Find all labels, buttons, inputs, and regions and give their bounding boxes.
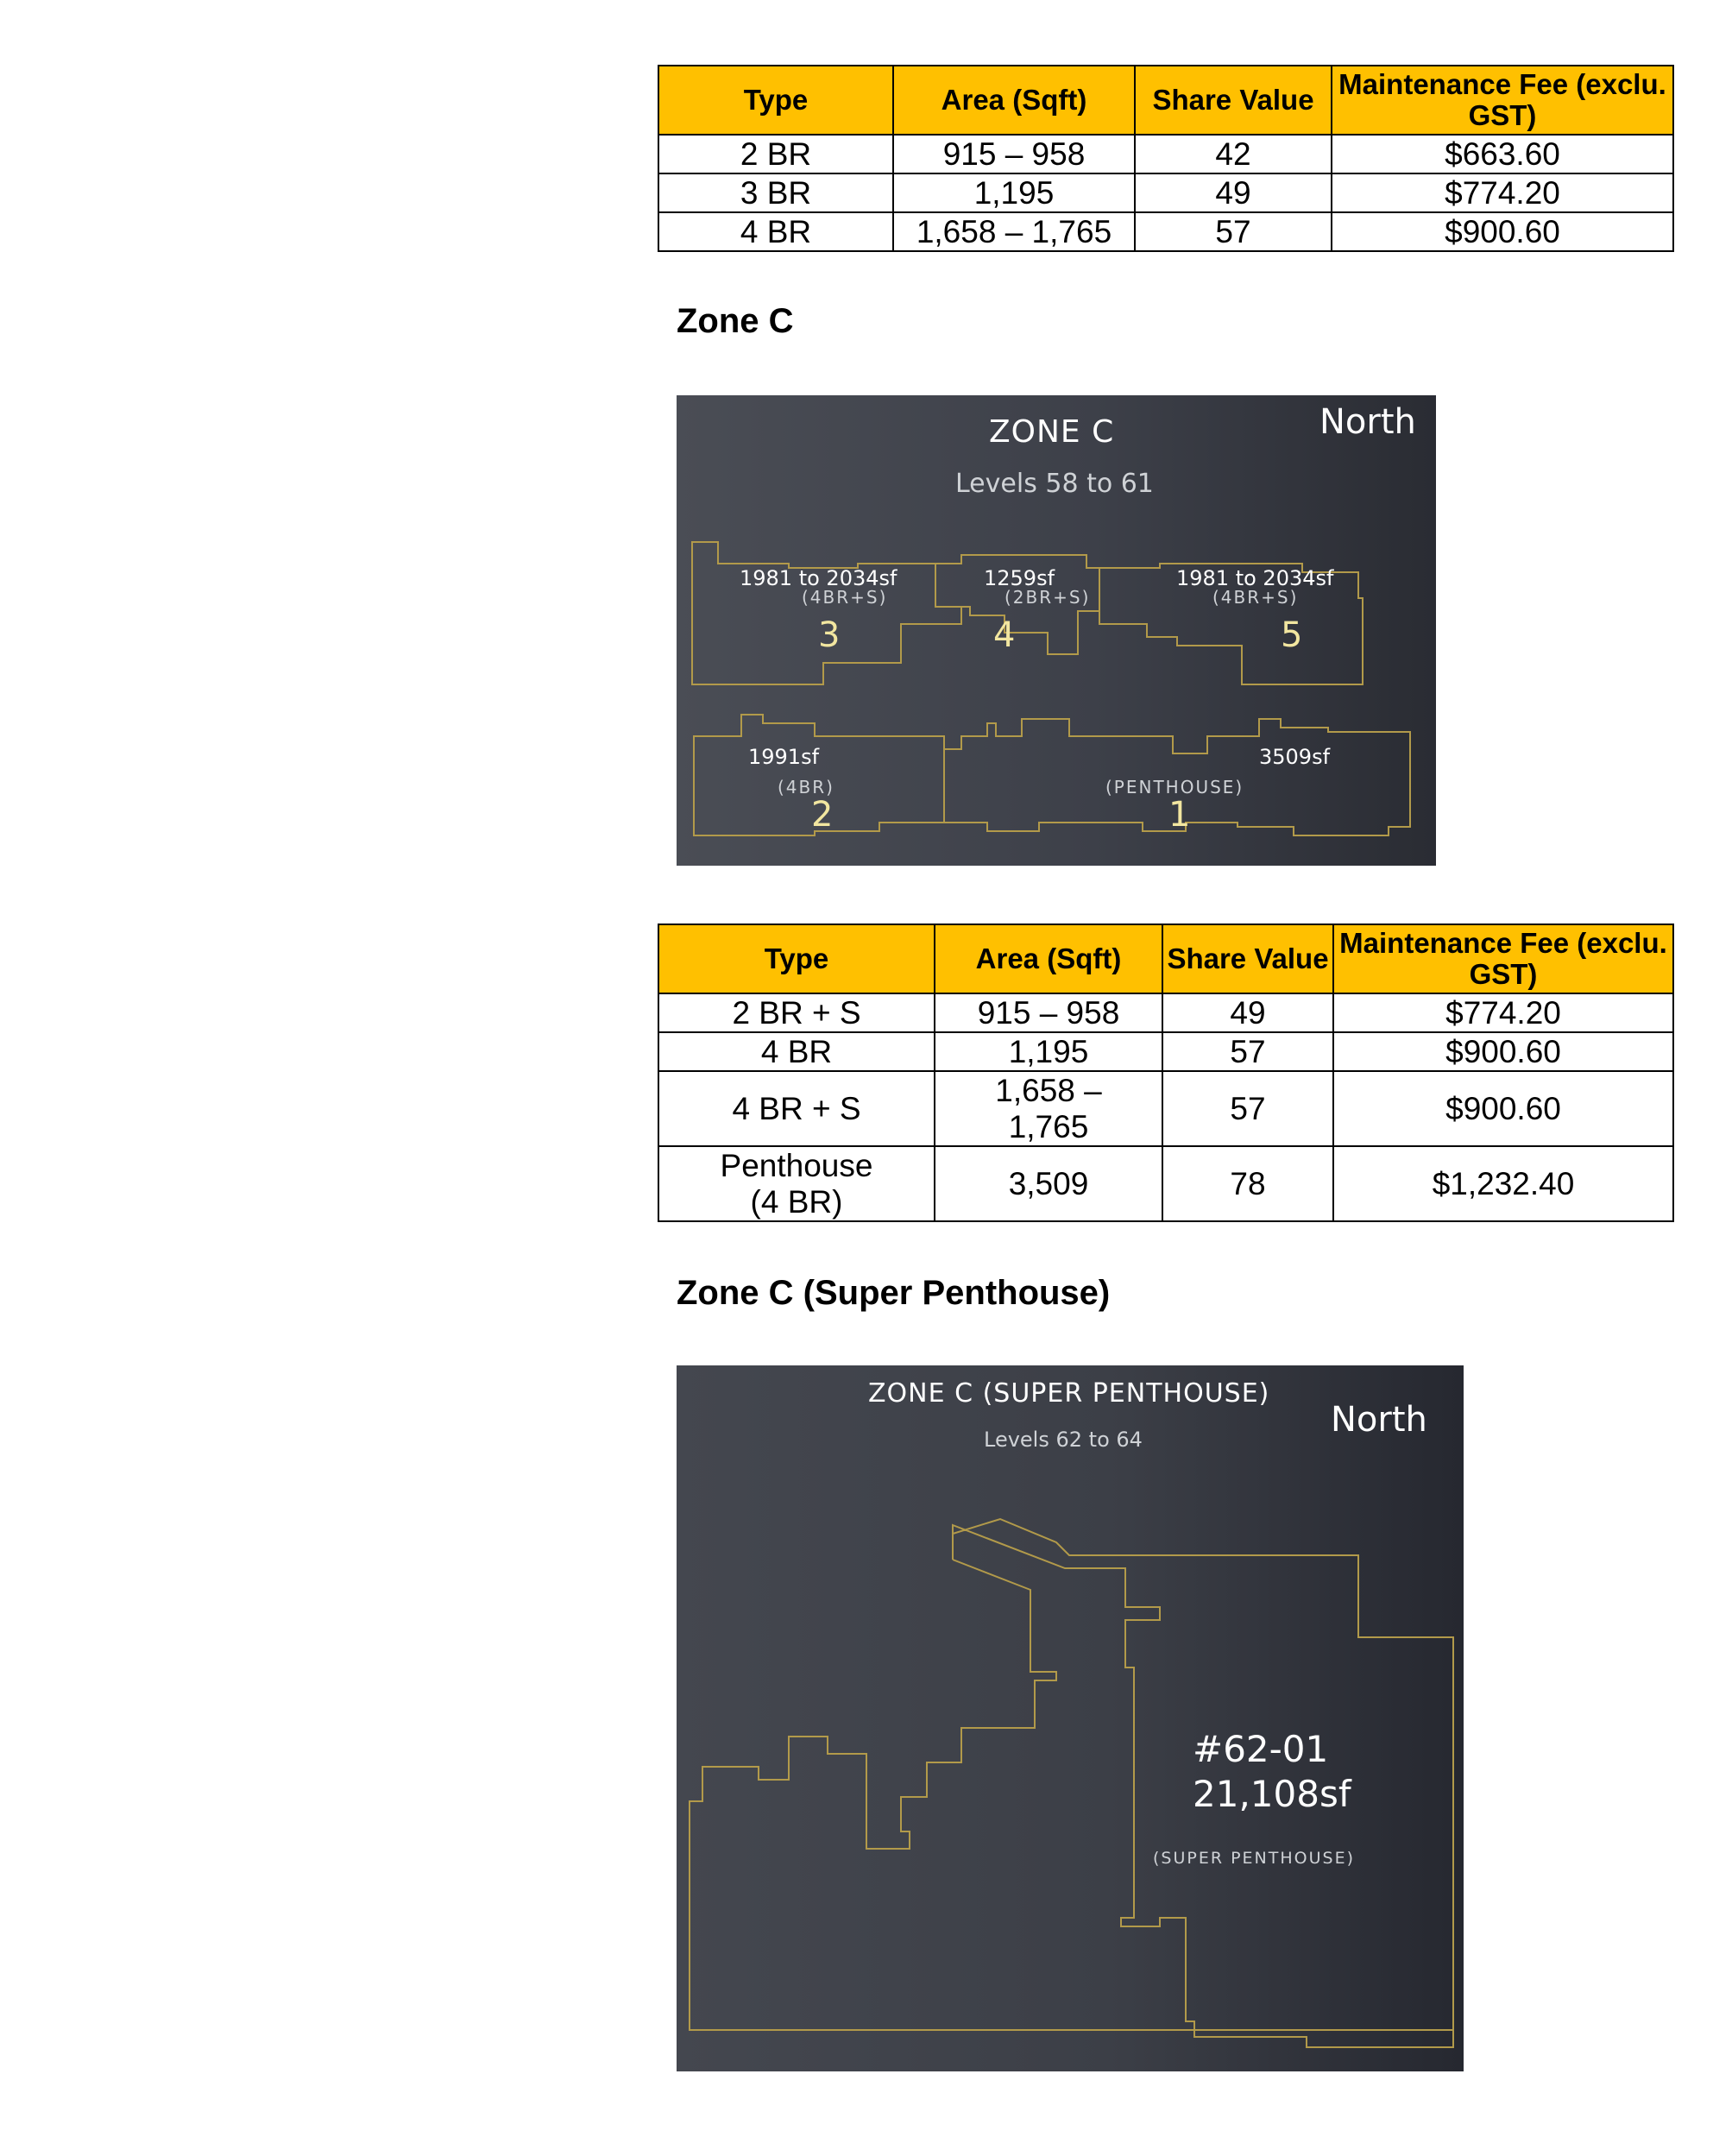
- cell-share-value: 49: [1135, 173, 1332, 212]
- unit-3-outline: [692, 542, 961, 684]
- cell-type: 4 BR + S: [658, 1071, 935, 1146]
- unit-1-area: 3509sf: [1259, 745, 1331, 769]
- unit-3-number: 3: [818, 615, 841, 655]
- unit-3-area: 1981 to 2034sf: [740, 566, 897, 590]
- unit-area: 21,108sf: [1193, 1773, 1351, 1815]
- cell-type: 3 BR: [658, 173, 893, 212]
- cell-maintenance-fee: $900.60: [1332, 212, 1673, 251]
- cell-area: 1,658 – 1,765: [893, 212, 1135, 251]
- col-header-maintenance-fee: Maintenance Fee (exclu. GST): [1332, 66, 1673, 135]
- unit-3-type: (4BR+S): [802, 587, 888, 608]
- col-header-share-value: Share Value: [1135, 66, 1332, 135]
- super-penthouse-plan-outlines: [677, 1365, 1464, 2071]
- north-label: North: [1319, 402, 1416, 442]
- cell-area: 915 – 958: [893, 135, 1135, 173]
- fee-table-zone-c: [658, 924, 1674, 1222]
- super-penthouse-floor-plan: [677, 1365, 1464, 2071]
- cell-maintenance-fee: $663.60: [1332, 135, 1673, 173]
- zone-c-super-penthouse-heading: Zone C (Super Penthouse): [677, 1274, 1111, 1312]
- cell-maintenance-fee: $774.20: [1333, 993, 1673, 1032]
- cell-share-value: 42: [1135, 135, 1332, 173]
- unit-2-number: 2: [811, 795, 834, 835]
- fee-table-top: [658, 65, 1674, 252]
- cell-share-value: 57: [1162, 1071, 1333, 1146]
- north-label: North: [1331, 1400, 1427, 1440]
- unit-2-type: (4BR): [778, 777, 834, 797]
- cell-type: 2 BR: [658, 135, 893, 173]
- unit-5-number: 5: [1281, 615, 1303, 655]
- unit-4-number: 4: [993, 615, 1016, 655]
- cell-maintenance-fee: $900.60: [1333, 1032, 1673, 1071]
- cell-area: 1,658 – 1,765: [935, 1071, 1162, 1146]
- zone-c-floor-plan: [677, 395, 1436, 866]
- cell-area: 915 – 958: [935, 993, 1162, 1032]
- cell-maintenance-fee: $774.20: [1332, 173, 1673, 212]
- col-header-share-value: Share Value: [1162, 924, 1333, 993]
- col-header-maintenance-fee: Maintenance Fee (exclu. GST): [1333, 924, 1673, 993]
- plan-title: ZONE C (SUPER PENTHOUSE): [868, 1378, 1270, 1409]
- cell-type: 4 BR: [658, 212, 893, 251]
- plan-levels: Levels 62 to 64: [984, 1428, 1143, 1452]
- table-row: [658, 212, 1673, 251]
- unit-type: (SUPER PENTHOUSE): [1153, 1849, 1355, 1868]
- table-row: [658, 1071, 1673, 1146]
- table-row: [658, 1146, 1673, 1221]
- col-header-area: Area (Sqft): [935, 924, 1162, 993]
- cell-area: 3,509: [935, 1146, 1162, 1221]
- cell-type: 2 BR + S: [658, 993, 935, 1032]
- cell-type: 4 BR: [658, 1032, 935, 1071]
- cell-share-value: 57: [1135, 212, 1332, 251]
- cell-share-value: 78: [1162, 1146, 1333, 1221]
- unit-4-type: (2BR+S): [1004, 587, 1091, 608]
- cell-area: 1,195: [893, 173, 1135, 212]
- unit-number: #62-01: [1193, 1728, 1329, 1770]
- unit-5-type: (4BR+S): [1212, 587, 1299, 608]
- cell-type: Penthouse (4 BR): [658, 1146, 935, 1221]
- unit-4-area: 1259sf: [984, 566, 1055, 590]
- plan-title: ZONE C: [989, 414, 1115, 450]
- col-header-type: Type: [658, 924, 935, 993]
- cell-area: 1,195: [935, 1032, 1162, 1071]
- unit-1-number: 1: [1168, 795, 1191, 835]
- unit-1-type: (PENTHOUSE): [1105, 777, 1244, 797]
- table-row: [658, 1032, 1673, 1071]
- table-header-row: [658, 924, 1673, 993]
- unit-5-area: 1981 to 2034sf: [1176, 566, 1334, 590]
- unit-2-area: 1991sf: [748, 745, 820, 769]
- table-header-row: [658, 66, 1673, 135]
- table-row: [658, 173, 1673, 212]
- plan-levels: Levels 58 to 61: [955, 469, 1154, 499]
- col-header-area: Area (Sqft): [893, 66, 1135, 135]
- table-row: [658, 135, 1673, 173]
- cell-maintenance-fee: $900.60: [1333, 1071, 1673, 1146]
- cell-share-value: 49: [1162, 993, 1333, 1032]
- zone-c-heading: Zone C: [677, 302, 794, 340]
- cell-share-value: 57: [1162, 1032, 1333, 1071]
- col-header-type: Type: [658, 66, 893, 135]
- cell-maintenance-fee: $1,232.40: [1333, 1146, 1673, 1221]
- table-row: [658, 993, 1673, 1032]
